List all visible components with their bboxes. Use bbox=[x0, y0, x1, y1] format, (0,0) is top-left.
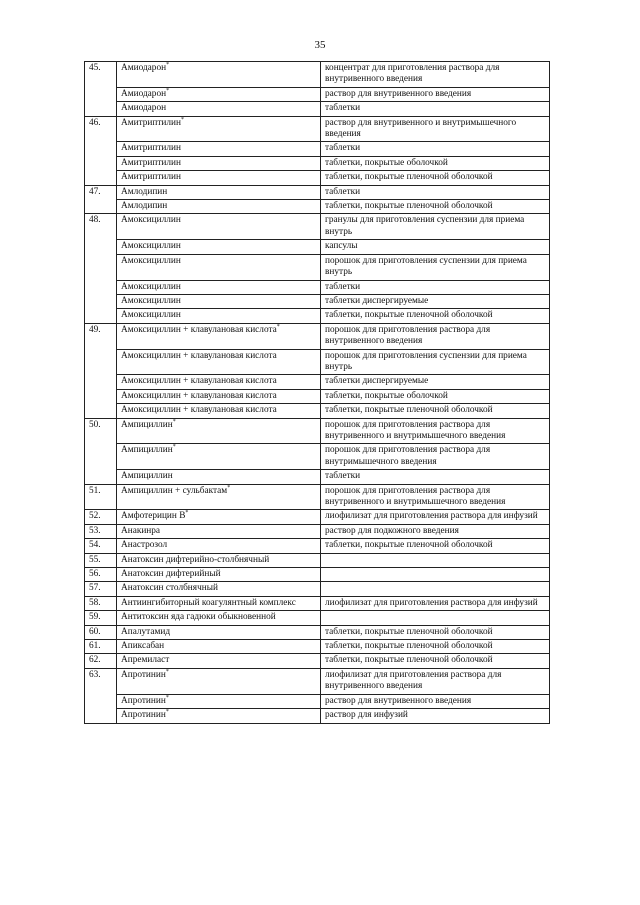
dosage-form-cell: таблетки, покрытые пленочной оболочкой bbox=[321, 200, 550, 214]
dosage-form-cell: таблетки, покрытые пленочной оболочкой bbox=[321, 171, 550, 185]
drug-table bbox=[84, 61, 550, 724]
table-row bbox=[85, 694, 550, 708]
table-row bbox=[85, 62, 550, 88]
asterisk-mark: * bbox=[166, 61, 170, 68]
drug-name-cell bbox=[117, 694, 321, 708]
drug-name-cell bbox=[117, 171, 321, 185]
dosage-form-cell: лиофилизат для приготовления раствора для внутривенного введения bbox=[321, 668, 550, 694]
drug-name-cell bbox=[117, 87, 321, 101]
drug-name-cell bbox=[117, 596, 321, 610]
drug-name: Апремиласт bbox=[121, 655, 170, 666]
asterisk-mark: * bbox=[276, 323, 280, 330]
dosage-form-cell: таблетки, покрытые пленочной оболочкой bbox=[321, 654, 550, 668]
asterisk-mark: * bbox=[165, 668, 169, 675]
dosage-form-cell: таблетки, покрытые пленочной оболочкой bbox=[321, 625, 550, 639]
drug-name-cell bbox=[117, 539, 321, 553]
table-row bbox=[85, 484, 550, 510]
dosage-form-cell: таблетки, покрытые пленочной оболочкой bbox=[321, 404, 550, 418]
drug-name-cell bbox=[117, 200, 321, 214]
drug-name-cell bbox=[117, 640, 321, 654]
drug-name-cell bbox=[117, 709, 321, 723]
asterisk-mark: * bbox=[165, 709, 169, 715]
table-row bbox=[85, 87, 550, 101]
dosage-form-cell: раствор для инфузий bbox=[321, 709, 550, 723]
drug-name-cell bbox=[117, 444, 321, 470]
row-number-cell: 59. bbox=[85, 611, 117, 625]
dosage-form-cell: раствор для внутривенного введения bbox=[321, 87, 550, 101]
drug-name: Апротинин bbox=[121, 695, 166, 706]
drug-name-cell bbox=[117, 484, 321, 510]
drug-name: Амфотерицин В bbox=[121, 511, 186, 522]
drug-name: Апиксабан bbox=[121, 641, 165, 652]
dosage-form-cell: лиофилизат для приготовления раствора для инфузий bbox=[321, 510, 550, 524]
asterisk-mark: * bbox=[227, 484, 231, 491]
row-number-cell: 53. bbox=[85, 524, 117, 538]
row-number-cell: 63. bbox=[85, 668, 117, 723]
drug-name-cell bbox=[117, 156, 321, 170]
table-row bbox=[85, 375, 550, 389]
drug-name-cell bbox=[117, 654, 321, 668]
dosage-form-cell: раствор для внутривенного введения bbox=[321, 694, 550, 708]
dosage-form-cell: таблетки bbox=[321, 185, 550, 199]
drug-name-cell bbox=[117, 280, 321, 294]
table-row bbox=[85, 294, 550, 308]
table-row bbox=[85, 102, 550, 116]
table-row bbox=[85, 323, 550, 349]
row-number-cell: 61. bbox=[85, 640, 117, 654]
drug-name-cell bbox=[117, 254, 321, 280]
drug-name-cell bbox=[117, 142, 321, 156]
drug-name: Амоксициллин bbox=[121, 215, 181, 226]
dosage-form-cell: таблетки bbox=[321, 280, 550, 294]
drug-name-cell bbox=[117, 568, 321, 582]
drug-name: Амитриптилин bbox=[121, 117, 181, 128]
dosage-form-cell: раствор для внутривенного и внутримышечного введения bbox=[321, 116, 550, 142]
table-row bbox=[85, 640, 550, 654]
dosage-form-cell: таблетки, покрытые пленочной оболочкой bbox=[321, 640, 550, 654]
table-row bbox=[85, 539, 550, 553]
drug-name: Амоксициллин + клавулановая кислота bbox=[121, 324, 277, 335]
dosage-form-cell: порошок для приготовления суспензии для приема внутрь bbox=[321, 349, 550, 375]
drug-name: Анатоксин дифтерийно-столбнячный bbox=[121, 554, 270, 565]
drug-name: Амоксициллин bbox=[121, 255, 181, 266]
dosage-form-cell: таблетки диспергируемые bbox=[321, 375, 550, 389]
drug-name-cell bbox=[117, 185, 321, 199]
table-row bbox=[85, 568, 550, 582]
row-number-cell: 45. bbox=[85, 62, 117, 117]
drug-name: Амоксициллин bbox=[121, 295, 181, 306]
row-number-cell: 47. bbox=[85, 185, 117, 214]
asterisk-mark: * bbox=[172, 418, 176, 425]
table-row bbox=[85, 214, 550, 240]
drug-name: Амлодипин bbox=[121, 201, 168, 212]
dosage-form-cell: лиофилизат для приготовления раствора для инфузий bbox=[321, 596, 550, 610]
row-number-cell: 57. bbox=[85, 582, 117, 596]
row-number-cell: 52. bbox=[85, 510, 117, 524]
table-row bbox=[85, 280, 550, 294]
table-row bbox=[85, 709, 550, 723]
table-row bbox=[85, 668, 550, 694]
dosage-form-cell: таблетки, покрытые оболочкой bbox=[321, 156, 550, 170]
dosage-form-cell: таблетки, покрытые пленочной оболочкой bbox=[321, 309, 550, 323]
drug-name: Амоксициллин + клавулановая кислота bbox=[121, 376, 277, 387]
drug-name: Амлодипин bbox=[121, 186, 168, 197]
drug-name-cell bbox=[117, 582, 321, 596]
table-row bbox=[85, 240, 550, 254]
table-row bbox=[85, 418, 550, 444]
drug-name: Антитоксин яда гадюки обыкновенной bbox=[121, 612, 276, 623]
table-row bbox=[85, 171, 550, 185]
dosage-form-cell: таблетки bbox=[321, 470, 550, 484]
drug-name: Амиодарон bbox=[121, 63, 167, 73]
drug-name-cell bbox=[117, 418, 321, 444]
table-row bbox=[85, 524, 550, 538]
asterisk-mark: * bbox=[185, 510, 189, 517]
table-row bbox=[85, 116, 550, 142]
dosage-form-cell bbox=[321, 568, 550, 582]
drug-name: Амоксициллин + клавулановая кислота bbox=[121, 390, 277, 401]
drug-name: Апротинин bbox=[121, 669, 166, 680]
drug-name-cell bbox=[117, 62, 321, 88]
row-number-cell: 62. bbox=[85, 654, 117, 668]
drug-name-cell bbox=[117, 625, 321, 639]
row-number-cell: 50. bbox=[85, 418, 117, 484]
table-row bbox=[85, 254, 550, 280]
drug-name: Амитриптилин bbox=[121, 143, 181, 154]
dosage-form-cell: таблетки диспергируемые bbox=[321, 294, 550, 308]
drug-name: Анастрозол bbox=[121, 540, 168, 551]
table-row bbox=[85, 200, 550, 214]
drug-name-cell bbox=[117, 611, 321, 625]
asterisk-mark: * bbox=[165, 694, 169, 701]
row-number-cell: 49. bbox=[85, 323, 117, 418]
row-number-cell: 58. bbox=[85, 596, 117, 610]
dosage-form-cell: раствор для подкожного введения bbox=[321, 524, 550, 538]
drug-name: Амитриптилин bbox=[121, 157, 181, 168]
drug-name: Ампициллин + сульбактам bbox=[121, 485, 228, 496]
dosage-form-cell: капсулы bbox=[321, 240, 550, 254]
page-number: 35 bbox=[314, 39, 326, 51]
dosage-form-cell: порошок для приготовления суспензии для приема внутрь bbox=[321, 254, 550, 280]
table-row bbox=[85, 611, 550, 625]
drug-name-cell bbox=[117, 404, 321, 418]
drug-name: Амиодарон bbox=[121, 103, 167, 114]
row-number-cell: 54. bbox=[85, 539, 117, 553]
table-row bbox=[85, 404, 550, 418]
dosage-form-cell: порошок для приготовления раствора для внутримышечного введения bbox=[321, 444, 550, 470]
drug-name: Ампициллин bbox=[121, 419, 173, 430]
row-number-cell: 56. bbox=[85, 568, 117, 582]
drug-name-cell bbox=[117, 323, 321, 349]
table-row bbox=[85, 470, 550, 484]
dosage-form-cell: таблетки bbox=[321, 142, 550, 156]
dosage-form-cell bbox=[321, 611, 550, 625]
table-row bbox=[85, 156, 550, 170]
drug-name: Амоксициллин bbox=[121, 281, 181, 292]
drug-name: Анакинра bbox=[121, 525, 161, 536]
table-row bbox=[85, 142, 550, 156]
drug-name-cell bbox=[117, 389, 321, 403]
table-row bbox=[85, 625, 550, 639]
drug-name: Амоксициллин bbox=[121, 241, 181, 252]
drug-name-cell bbox=[117, 470, 321, 484]
table-row bbox=[85, 349, 550, 375]
drug-name: Амитриптилин bbox=[121, 172, 181, 183]
table-row bbox=[85, 654, 550, 668]
drug-name: Анатоксин столбнячный bbox=[121, 583, 218, 594]
drug-name-cell bbox=[117, 349, 321, 375]
drug-name: Антиингибиторный коагулянтный комплекс bbox=[121, 597, 296, 608]
drug-name: Амоксициллин + клавулановая кислота bbox=[121, 350, 277, 361]
drug-name: Амоксициллин + клавулановая кислота bbox=[121, 405, 277, 416]
drug-name-cell bbox=[117, 240, 321, 254]
drug-name-cell bbox=[117, 375, 321, 389]
dosage-form-cell: таблетки, покрытые пленочной оболочкой bbox=[321, 539, 550, 553]
dosage-form-cell: таблетки, покрытые оболочкой bbox=[321, 389, 550, 403]
drug-name-cell bbox=[117, 214, 321, 240]
asterisk-mark: * bbox=[166, 87, 170, 94]
table-row bbox=[85, 309, 550, 323]
row-number-cell: 46. bbox=[85, 116, 117, 185]
dosage-form-cell: порошок для приготовления раствора для внутривенного введения bbox=[321, 323, 550, 349]
drug-name: Апалутамид bbox=[121, 626, 171, 637]
row-number-cell: 55. bbox=[85, 553, 117, 567]
drug-name-cell bbox=[117, 510, 321, 524]
table-row bbox=[85, 389, 550, 403]
table-row bbox=[85, 444, 550, 470]
table-row bbox=[85, 582, 550, 596]
dosage-form-cell: порошок для приготовления раствора для внутривенного и внутримышечного введения bbox=[321, 418, 550, 444]
drug-name-cell bbox=[117, 294, 321, 308]
drug-name: Анатоксин дифтерийный bbox=[121, 569, 221, 580]
drug-name-cell bbox=[117, 102, 321, 116]
dosage-form-cell bbox=[321, 553, 550, 567]
asterisk-mark: * bbox=[180, 116, 184, 123]
dosage-form-cell: концентрат для приготовления раствора для внутривенного введения bbox=[321, 62, 550, 88]
drug-name: Ампициллин bbox=[121, 471, 173, 482]
drug-name: Амиодарон bbox=[121, 88, 167, 99]
table-row bbox=[85, 596, 550, 610]
dosage-form-cell: таблетки bbox=[321, 102, 550, 116]
drug-name-cell bbox=[117, 553, 321, 567]
drug-name-cell bbox=[117, 668, 321, 694]
table-row bbox=[85, 553, 550, 567]
drug-name-cell bbox=[117, 309, 321, 323]
drug-name: Апротинин bbox=[121, 710, 166, 721]
row-number-cell: 51. bbox=[85, 484, 117, 510]
table-row bbox=[85, 510, 550, 524]
drug-name: Ампициллин bbox=[121, 445, 173, 456]
asterisk-mark: * bbox=[172, 444, 176, 451]
row-number-cell: 48. bbox=[85, 214, 117, 323]
drug-name-cell bbox=[117, 524, 321, 538]
dosage-form-cell: порошок для приготовления раствора для внутривенного и внутримышечного введения bbox=[321, 484, 550, 510]
dosage-form-cell: гранулы для приготовления суспензии для приема внутрь bbox=[321, 214, 550, 240]
row-number-cell: 60. bbox=[85, 625, 117, 639]
drug-name: Амоксициллин bbox=[121, 310, 181, 321]
drug-name-cell bbox=[117, 116, 321, 142]
dosage-form-cell bbox=[321, 582, 550, 596]
table-row bbox=[85, 185, 550, 199]
